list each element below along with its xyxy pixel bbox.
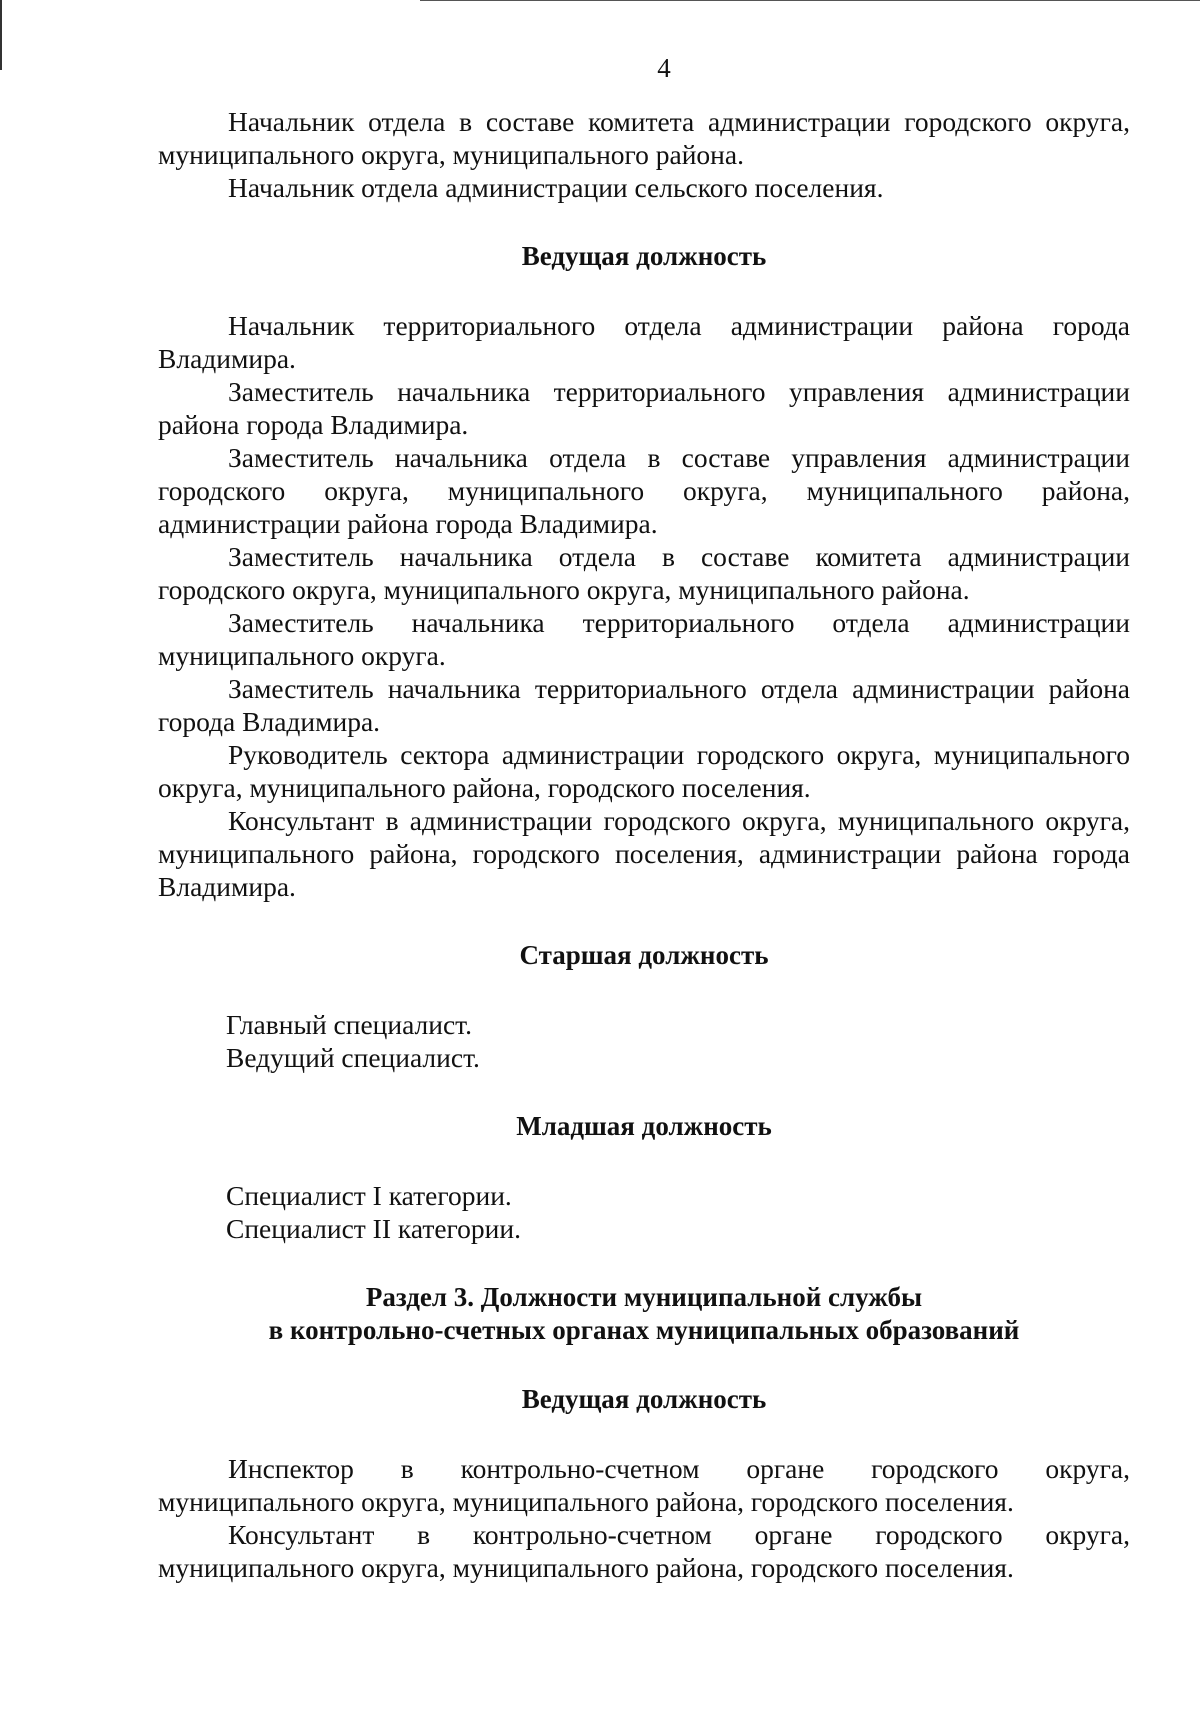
- paragraph: Заместитель начальника территориального управления администрации района города Владимира.: [158, 376, 1130, 440]
- section-heading: Старшая должность: [519, 940, 769, 970]
- scan-edge-left: [0, 0, 2, 70]
- paragraph: Начальник отдела администрации сельского поселения.: [228, 172, 884, 203]
- paragraph: Заместитель начальника территориального отдела администрации муниципального округа.: [158, 607, 1130, 671]
- paragraph: Руководитель сектора администрации городского округа, муниципального округа, муниципального района, городского поселения.: [158, 739, 1130, 803]
- section-title: Раздел 3. Должности муниципальной службы: [365, 1282, 923, 1312]
- list-item: Ведущий специалист.: [226, 1042, 480, 1073]
- section-heading: Младшая должность: [516, 1111, 772, 1141]
- section-heading: Ведущая должность: [521, 1384, 767, 1414]
- paragraph: Заместитель начальника отдела в составе управления администрации городского округа, муниципального округа, муниципального района, администрации района города Владимира.: [158, 442, 1130, 539]
- paragraph: Консультант в администрации городского округа, муниципального округа, муниципального района, городского поселения, администрации района города Владимира.: [158, 805, 1130, 902]
- list-item: Специалист II категории.: [226, 1213, 521, 1244]
- paragraph: Консультант в контрольно-счетном органе городского округа, муниципального округа, муниципального района, городского поселения.: [158, 1519, 1130, 1583]
- paragraph: Начальник территориального отдела администрации района города Владимира.: [158, 310, 1130, 374]
- paragraph: Начальник отдела в составе комитета администрации городского округа, муниципального округа, муниципального района.: [158, 106, 1130, 170]
- paragraph: Инспектор в контрольно-счетном органе городского округа, муниципального округа, муниципального района, городского поселения.: [158, 1453, 1130, 1517]
- paragraph: Заместитель начальника отдела в составе комитета администрации городского округа, муниципального округа, муниципального района.: [158, 541, 1130, 605]
- section-title: в контрольно-счетных органах муниципальных образований: [268, 1315, 1020, 1345]
- document-page: [158, 52, 1130, 1584]
- section-heading: Ведущая должность: [521, 241, 767, 271]
- list-item: Специалист I категории.: [226, 1180, 512, 1211]
- paragraph: Заместитель начальника территориального отдела администрации района города Владимира.: [158, 673, 1130, 737]
- list-item: Главный специалист.: [226, 1009, 473, 1040]
- page-number: 4: [657, 53, 671, 83]
- scan-edge-top: [420, 0, 1200, 1]
